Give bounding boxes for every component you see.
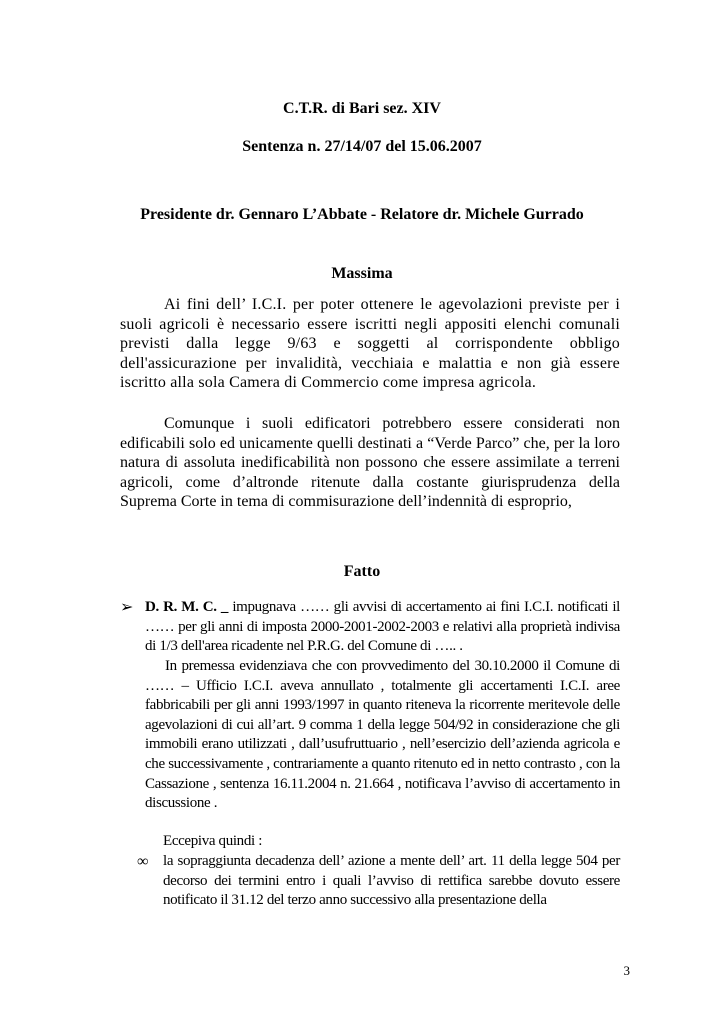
massima-paragraph-2-text: Comunque i suoli edificatori potrebbero essere considerati non edificabili solo ed unicamente quelli destinati a “Verde Parco” che, per la loro natura di assoluta inedificabilità non possono che essere assimilate a terreni agricoli, come d’altronde ritenute dalla costante giurisprudenza della Suprema Corte in tema di commisurazione dell’indennità di esproprio, [120,415,620,511]
page-number: 3 [623,963,630,978]
fatto-heading: Fatto [343,563,381,580]
court-title: C.T.R. di Bari sez. XIV [283,100,441,117]
sentenza-title: Sentenza n. 27/14/07 del 15.06.2007 [242,138,482,155]
massima-heading: Massima [331,265,393,282]
infinity-bullet-icon: ∞ [137,853,149,870]
judges-line: Presidente dr. Gennaro L’Abbate - Relatore dr. Michele Gurrado [140,206,584,223]
eccepiva-item-1: la sopraggiunta decadenza dell’ azione a mente dell’ art. 11 della legge 504 per decorso dei termini entro i quali l’avviso di rettifica sarebbe dovuto essere notificato il 31.12 del terzo anno successivo alla presentazione della [163,853,620,909]
party-name: D. R. M. C. _ [145,599,229,615]
eccepiva-line: Eccepiva quindi : [163,833,263,849]
massima-paragraph-2 [120,414,620,512]
fatto-paragraph-1 [145,598,620,657]
arrow-bullet-icon: ➢ [120,599,134,616]
massima-paragraph-1 [120,295,620,393]
fatto-paragraph-1-text: impugnava …… gli avvisi di accertamento ai fini I.C.I. notificati il …… per gli anni di imposta 2000-2001-2002-2003 e relativi alla proprietà indivisa di 1/3 dell'area ricadente nel P.R.G. del Comune di ….. . [145,599,620,655]
massima-paragraph-1-text: Ai fini dell’ I.C.I. per poter ottenere le agevolazioni previste per i suoli agricoli è necessario essere iscritti negli appositi elenchi comunali previsti dalla legge 9/63 e soggetti al corrispondente obbligo dell'assicurazione per invalidità, vecchiaia e malattia e non già essere iscritto alla sola Camera di Commercio come impresa agricola. [120,296,620,392]
fatto-paragraph-2 [145,657,620,814]
fatto-paragraph-2-text: In premessa evidenziava che con provvedimento del 30.10.2000 il Comune di …… – Ufficio I.C.I. aveva annullato , totalmente gli accertamenti I.C.I. aree fabbricabili per gli anni 1993/1997 in quanto riteneva la ricorrente meritevole delle agevolazioni di cui all’art. 9 comma 1 della legge 504/92 in considerazione che gli immobili erano utilizzati , dall’usufruttuario , nell’esercizio dell’azienda agricola e che successivamente , contrariamente a quanto ritenuto ed in netto contrasto , con la Cassazione , sentenza 16.11.2004 n. 21.664 , notificava l’avviso di accertamento in discussione . [145,658,620,812]
